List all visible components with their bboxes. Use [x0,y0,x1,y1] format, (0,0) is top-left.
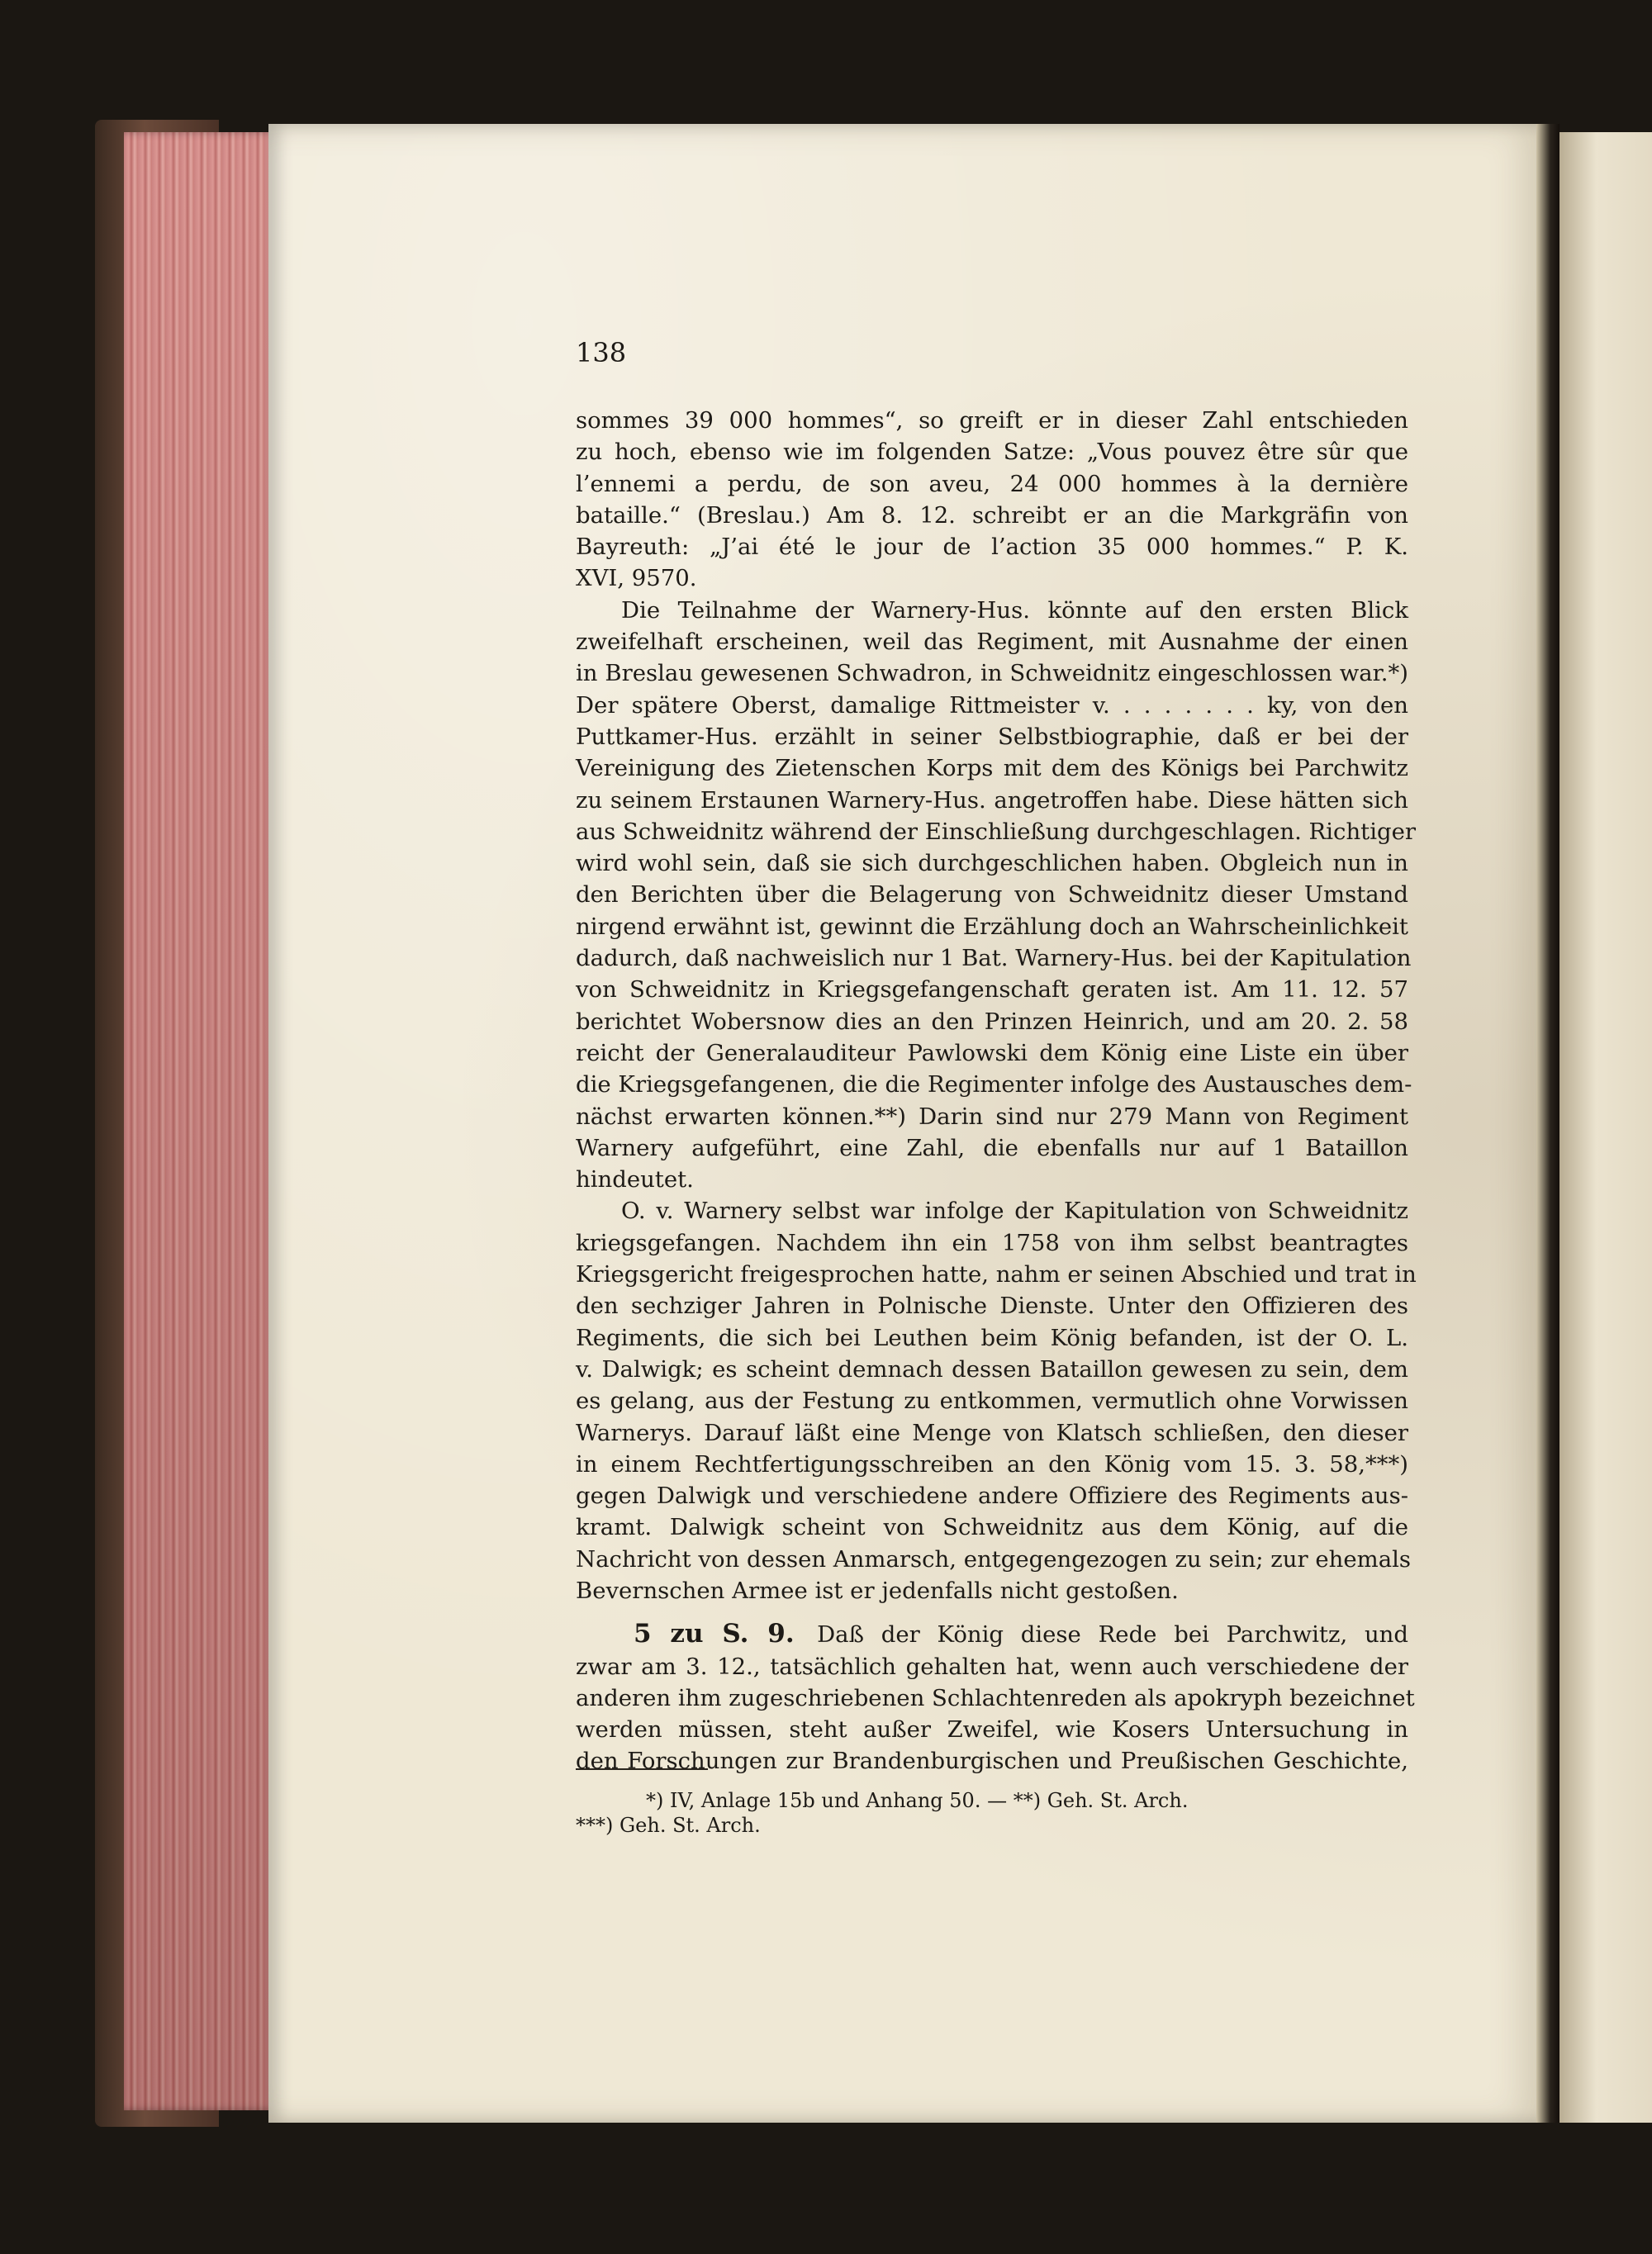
text-line: zu seinem Erstaunen Warnery-Hus. angetroffen habe. Diese hätten sich [576,786,1408,814]
text-line: in einem Rechtfertigungsschreiben an den König vom 15. 3. 58,***) [576,1450,1408,1478]
text-line: v. Dalwigk; es scheint demnach dessen Bataillon gewesen zu sein, dem [576,1355,1408,1383]
text-line: berichtet Wobersnow dies an den Prinzen Heinrich, und am 20. 2. 58 [576,1008,1408,1035]
text-line: reicht der Generalauditeur Pawlowski dem König eine Liste ein über [576,1039,1408,1066]
text-line: zu hoch, ebenso wie im folgenden Satze: „Vous pouvez être sûr que [576,439,1408,466]
footnote-rule [576,1768,708,1770]
text-line: Bevernschen Armee ist er jedenfalls nicht gestoßen. [576,1577,1179,1604]
text-line: zwar am 3. 12., tatsächlich gehalten hat, wenn auch verschiedene der [576,1653,1408,1680]
text-line: nächst erwarten können.**) Darin sind nur 279 Mann von Regiment [576,1103,1408,1130]
book-gutter [1536,124,1559,2123]
text-line: aus Schweidnitz während der Einschließung durchgeschlagen. Richtiger [576,818,1417,845]
text-line: kriegsgefangen. Nachdem ihn ein 1758 von ihm selbst beantragtes [576,1229,1408,1256]
body-text [576,405,1417,1777]
text-line: nirgend erwähnt ist, gewinnt die Erzählung doch an Wahrscheinlichkeit [576,913,1408,940]
text-line: Bayreuth: „J’ai été le jour de l’action 35 000 hommes.“ P. K. [576,534,1408,561]
text-line: von Schweidnitz in Kriegsgefangenschaft geraten ist. Am 11. 12. 57 [576,976,1408,1004]
text-line: die Kriegsgefangenen, die die Regimenter infolge des Austausches dem- [576,1071,1412,1099]
text-line: bataille.“ (Breslau.) Am 8. 12. schreibt er an die Markgräfin von [576,501,1408,529]
footnote-line: ***) Geh. St. Arch. [576,1814,761,1837]
text-line: Nachricht von dessen Anmarsch, entgegengezogen zu sein; zur ehemals [576,1545,1412,1573]
text-line: Der spätere Oberst, damalige Rittmeister v. . . . . . . . ky, von den [576,691,1408,719]
text-line: den Forschungen zur Brandenburgischen und Preußischen Geschichte, [576,1748,1408,1775]
text-line: Warnerys. Darauf läßt eine Menge von Klatsch schließen, den dieser [576,1419,1408,1446]
text-line: XVI, 9570. [576,565,697,592]
text-line: Puttkamer-Hus. erzählt in seiner Selbstbiographie, daß er bei der [576,723,1408,750]
facing-page-edge [1559,132,1652,2123]
text-line: wird wohl sein, daß sie sich durchgeschlichen haben. Obgleich nun in [576,850,1408,877]
text-line: hindeutet. [576,1166,694,1193]
text-line: O. v. Warnery selbst war infolge der Kapitulation von Schweidnitz [621,1198,1408,1225]
text-line: Die Teilnahme der Warnery-Hus. könnte auf den ersten Blick [621,596,1408,624]
text-line: gegen Dalwigk und verschiedene andere Offiziere des Regiments aus- [576,1483,1408,1510]
page-edges [124,132,277,2110]
text-line: den sechziger Jahren in Polnische Dienste. Unter den Offizieren des [576,1293,1408,1320]
text-line: Regiments, die sich bei Leuthen beim König befanden, ist der O. L. [576,1324,1408,1351]
text-line: Kriegsgericht freigesprochen hatte, nahm er seinen Abschied und trat in [576,1261,1417,1288]
section-heading: 5 zu S. 9. [634,1619,795,1649]
text-line: zweifelhaft erscheinen, weil das Regiment, mit Ausnahme der einen [576,629,1408,656]
page-number: 138 [576,337,627,368]
text-line: in Breslau gewesenen Schwadron, in Schweidnitz eingeschlossen war.*) [576,660,1408,687]
text-line: den Berichten über die Belagerung von Schweidnitz dieser Umstand [576,881,1408,909]
text-line: Warnery aufgeführt, eine Zahl, die ebenfalls nur auf 1 Bataillon [576,1134,1408,1161]
section-first-line [576,1618,1408,1650]
text-line: l’ennemi a perdu, de son aveu, 24 000 hommes à la dernière [576,470,1408,497]
text-line: anderen ihm zugeschriebenen Schlachtenreden als apokryph bezeichnet [576,1684,1415,1711]
text-line: dadurch, daß nachweislich nur 1 Bat. Warnery-Hus. bei der Kapitulation [576,945,1412,972]
text-line: Vereinigung des Zietenschen Korps mit dem des Königs bei Parchwitz [576,755,1408,782]
footnotes [576,1788,1408,1838]
text-line: sommes 39 000 hommes“, so greift er in dieser Zahl entschieden [576,407,1408,434]
footnote-line: *) IV, Anlage 15b und Anhang 50. — **) Geh. St. Arch. [646,1789,1189,1812]
section-text: Daß der König diese Rede bei Parchwitz, und [817,1621,1408,1649]
text-line: werden müssen, steht außer Zweifel, wie Kosers Untersuchung in [576,1716,1408,1744]
text-line: kramt. Dalwigk scheint von Schweidnitz aus dem König, auf die [576,1514,1408,1541]
text-line: es gelang, aus der Festung zu entkommen, vermutlich ohne Vorwissen [576,1388,1408,1415]
